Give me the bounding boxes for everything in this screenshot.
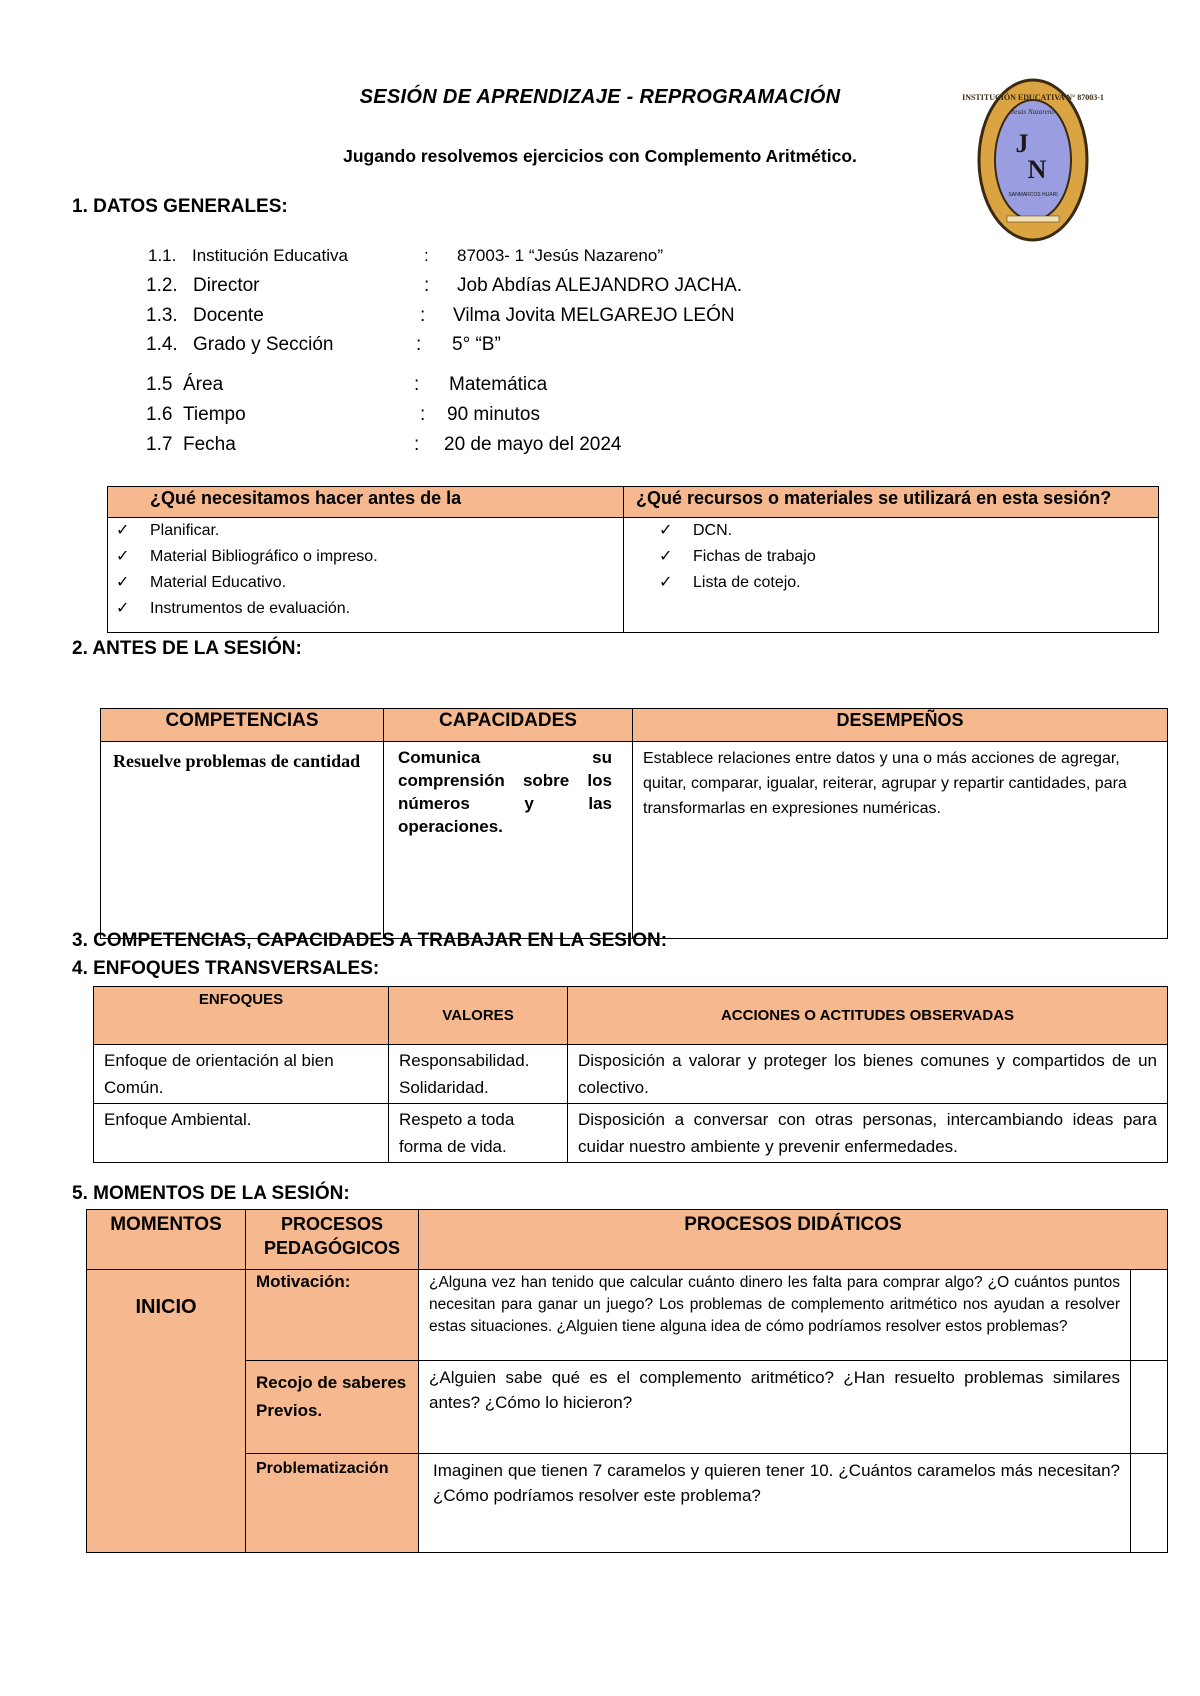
checklist-item-label: DCN. [693,522,733,539]
datos-row-label: Grado y Sección [193,334,334,355]
datos-row-number: 1.1. [148,246,177,265]
datos-row-separator: : [420,404,426,425]
checklist-item-label: Planificar. [150,522,220,539]
datos-row-value: 87003- 1 “Jesús Nazareno” [457,246,664,265]
emblem-initial-n: N [1027,155,1047,184]
datos-row-value: 20 de mayo del 2024 [444,434,622,455]
datos-row-value: Vilma Jovita MELGAREJO LEÓN [453,305,735,326]
checklist-item-label: Lista de cotejo. [693,574,801,591]
check-icon: ✓ [116,522,130,539]
check-icon: ✓ [659,574,673,591]
checklist-item [116,596,623,622]
enfoques-table [93,986,1168,1163]
emblem-ring-text: INSTITUCIÓN EDUCATIVA N° 87003-1 [962,93,1104,102]
procesos-pedagogicos-header: PROCESOS PEDAGÓGICOS [246,1210,419,1270]
datos-row-label: Director [193,275,260,296]
checklist-item [116,518,623,544]
document-title: SESIÓN DE APRENDIZAJE - REPROGRAMACIÓN [359,86,841,108]
prep-left-cell [108,518,624,633]
datos-row-value: Matemática [449,374,548,395]
texto-saberes-previos: ¿Alguien sabe qué es el complemento aritmético? ¿Han resuelto problemas similares antes? ¿Cómo lo hicieron? [419,1361,1131,1454]
checklist-item-label: Material Bibliográfico o impreso. [150,548,378,565]
check-icon: ✓ [116,600,130,617]
enfoques-header: ENFOQUES [94,987,389,1045]
texto-problematizacion: Imaginen que tienen 7 caramelos y quieren tener 10. ¿Cuántos caramelos más necesitan? ¿Cómo podríamos resolver este problema? [419,1454,1131,1553]
document-subtitle: Jugando resolvemos ejercicios con Complemento Aritmético. [343,146,857,166]
section4-heading: 4. ENFOQUES TRANSVERSALES: [72,958,380,979]
enfoque-cell: Enfoque Ambiental. [94,1104,389,1163]
texto-motivacion: ¿Alguna vez han tenido que calcular cuánto dinero les falta para comprar algo? ¿O cuántos puntos necesitan para ganar un juego? Los problemas de complemento aritmético nos ayudan a resolver estas situaciones. ¿Alguien tiene alguna idea de cómo podríamos resolver estos problemas? [419,1270,1131,1361]
acciones-cell: Disposición a valorar y proteger los bienes comunes y compartidos de un colectivo. [568,1045,1168,1104]
proceso-motivacion: Motivación: [246,1270,419,1361]
datos-row-separator: : [414,374,420,395]
datos-row-number: 1.4. [146,334,178,355]
datos-row-value: 5° “B” [452,334,501,355]
checklist-item [116,570,623,596]
proceso-saberes-previos: Recojo de saberes Previos. [246,1361,419,1454]
momentos-table [86,1209,1168,1553]
checklist-item-label: Instrumentos de evaluación. [150,600,351,617]
prep-table [107,486,1159,633]
desempenos-header: DESEMPEÑOS [633,709,1168,742]
emblem-inner-text: Jesús Nazareno [1011,108,1055,116]
datos-row-label: Fecha [183,434,236,455]
competencias-table [100,708,1168,939]
check-icon: ✓ [116,548,130,565]
proceso-problematizacion: Problematización [246,1454,419,1553]
prep-right-header: ¿Qué recursos o materiales se utilizará en esta sesión? [624,487,1159,518]
valores-header: VALORES [389,987,568,1045]
datos-row-number: 1.5 [146,374,173,395]
section3-heading: 3. COMPETENCIAS, CAPACIDADES A TRABAJAR EN LA SESION: [72,930,668,951]
procesos-didacticos-header: PROCESOS DIDÁTICOS [419,1210,1168,1270]
capacidad-cell: Comunica su comprensión sobre los números y las operaciones. [384,742,633,939]
competencias-header: COMPETENCIAS [101,709,384,742]
checklist-item [659,570,1158,596]
datos-row-separator: : [416,334,422,355]
prep-left-header: ¿Qué necesitamos hacer antes de la [108,487,624,518]
section2-heading: 2. ANTES DE LA SESIÓN: [72,638,302,659]
datos-row-value: 90 minutos [447,404,540,425]
datos-row-value: Job Abdías ALEJANDRO JACHA. [457,275,743,296]
momento-inicio-cell: INICIO [87,1270,246,1553]
valores-cell: Responsabilidad. Solidaridad. [389,1045,568,1104]
datos-row-label: Docente [193,305,264,326]
datos-row-label: Área [183,374,224,395]
check-icon: ✓ [659,548,673,565]
datos-row-label: Tiempo [183,404,246,425]
checklist-item [116,544,623,570]
checklist-item [659,544,1158,570]
datos-row-separator: : [424,246,429,265]
competencia-cell: Resuelve problemas de cantidad [101,742,384,939]
datos-row-separator: : [414,434,420,455]
prep-right-cell [624,518,1159,633]
datos-row-number: 1.6 [146,404,173,425]
valores-cell: Respeto a toda forma de vida. [389,1104,568,1163]
checklist-item-label: Material Educativo. [150,574,287,591]
datos-row-number: 1.3. [146,305,178,326]
checklist-item-label: Fichas de trabajo [693,548,816,565]
section1-heading: 1. DATOS GENERALES: [72,196,288,217]
check-icon: ✓ [116,574,130,591]
datos-row-number: 1.2. [146,275,178,296]
acciones-cell: Disposición a conversar con otras personas, intercambiando ideas para cuidar nuestro ambiente y prevenir enfermedades. [568,1104,1168,1163]
school-emblem [962,78,1104,243]
datos-row-number: 1.7 [146,434,173,455]
enfoque-cell: Enfoque de orientación al bien Común. [94,1045,389,1104]
acciones-header: ACCIONES O ACTITUDES OBSERVADAS [568,987,1168,1045]
datos-row-separator: : [420,305,426,326]
desempeno-cell: Establece relaciones entre datos y una o más acciones de agregar, quitar, comparar, igualar, reiterar, agrupar y repartir cantidades, para transformarlas en expresiones numéricas. [633,742,1168,939]
datos-row-separator: : [424,275,430,296]
checklist-item [659,518,1158,544]
emblem-place: SANMARCOS HUARI [1008,192,1058,198]
momentos-header: MOMENTOS [87,1210,246,1270]
emblem-initial-j: J [1015,129,1029,158]
datos-row-label: Institución Educativa [192,246,348,265]
capacidades-header: CAPACIDADES [384,709,633,742]
check-icon: ✓ [659,522,673,539]
section5-heading: 5. MOMENTOS DE LA SESIÓN: [72,1183,350,1204]
